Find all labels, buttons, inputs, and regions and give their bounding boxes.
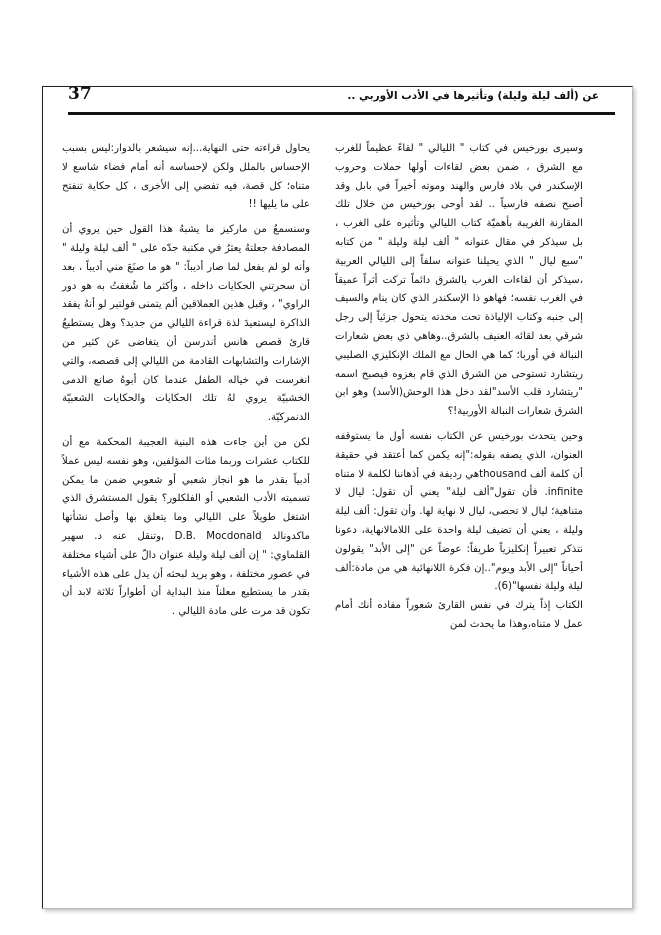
header-rule — [68, 112, 615, 115]
paragraph: الكتاب إذاً يترك في نفس القارئ شعوراً مفاده أنك أمام عمل لا متناه،وهذا ما يحدث لمن — [335, 600, 583, 630]
paragraph: وحين يتحدث بورخيس عن الكتاب نفسه أول ما يستوقفه العنوان، الذي يصفه بقوله:"إنه يكمن كما أعتقد في حقيقة أن كلمة ألف thousandهي رديفة في أذهاننا لكلمة لا متناه infinite. فأن تقول"ألف ليلة" يعني أن تقول: ليال لا متناهية؛ ليال لا تحصى، ليال لا نهاية لها. وأن تقول: ألف ليلة وليلة ، يعني أن تضيف ليلة واحدة على اللامالانهاية، دعونا نتذكر تعبيراً إنكليزياً طريفاً: عوضاً عن "إلى الأبد" يقولون أحياناً "إلى الأبد ويوم"..إن فكرة اللانهائية هي من مادة:ألف ليلة وليلة نفسها"(6). — [335, 430, 583, 593]
paragraph: وسيرى بورخيس في كتاب " الليالي " لقاءً عظيماً للغرب مع الشرق ، ضمن بعض لقاءات أولها حملات وحروب الإسكندر في بلاد فارس والهند وموته أخيراً في بابل وقد أصبح نصفه فارسياً .. لقد أوحى بورخيس من خلال تلك المقارنة الغريبة بأهميّة كتاب الليالي وتأثيره على الغرب ، بل سيذكر في مقال عنوانه " ألف ليلة وليلة " من كتابه "سبع ليال " الذي يحيلنا عنوانه سلفاً إلى الليالي العربية ،سيذكر أن لقاءات الغرب بالشرق دائماً تركت أثراً عميقاً في الغرب نفسه؛ فهاهو ذا الإسكندر الذي كان ينام والسيف إلى جنبه وكتاب الإلياذة تحت مخدته يتحول جزئياً إلى رجل شرقي بعد لقائه العنيف بالشرق..وهاهي ذي بعض شعارات النبالة في أوربا؛ كما هي الحال مع الملك الإنكليزي الصليبي ريتشارد تستوحى من الشرق الذي قام بغزوه فيصبح اسمه "ريتشارد قلب الأسد"لقد دخل هذا الوحش(الأسد) وهو ابن الشرق شعارات النبالة الأوربية!؟ — [335, 143, 583, 418]
paragraph: وسنسمعُ من ماركيز ما يشبهُ هذا القول حين يروي أن المصادفة جعلتهُ يعثرُ في مكتبة جدّه على " ألف ليلة وليلة " وأنه لو لم يفعل لما صار أديباً: " هو ما صنَعَ مني أديباً ، بعد أن سحرتني الحكايات داخله ، وأكثر ما شُغفتُ به هو دور الراوي" ، وقبل هذين العملاقين ألم يتمنى فولتير لو أنهُ يفقد الذاكرة ليستعيدَ لذة قراءة الليالي من جديد؟ وهل يستطيعُ قارئ قصص هانس أندرسن أن يتغاضى عن كثير من الإشارات والتشابهات القادمة من الليالي إلى قصصه، والتي انغرست في خياله الطفل عندما كان أبوهُ صانع الدمى الخشبيّة يروي لهُ تلك الحكايات والحكايات الشعبيّة الدنمركيّة. — [62, 224, 310, 424]
running-title: عن (ألف ليلة وليلة) وتأثيرها في الأدب الأوربي .. — [347, 90, 599, 102]
page-number: 37 — [68, 84, 92, 104]
paragraph: يحاول قراءته حتى النهاية...إنه سيشعر بالدوار:ليس بسبب الإحساس بالملل ولكن لإحساسه أنه أمام فضاء شاسع لا متناه؛ كل قصة، فيه تفضي إلى الأخرى ، كل حكاية تنفتح على ما يليها !! — [62, 143, 310, 211]
left-column — [62, 140, 310, 622]
paragraph: لكن من أين جاءت هذه البنية العجيبة المحكمة مع أن للكتاب عشرات وربما مئات المؤلفين، وهو نفسه ليس عملاً أدبياً بقدر ما هو انجاز شعبي أو شعوبي ضمن ما يمكن تسميته الأدب الشعبي أو الفلكلور؟ يقول المستشرق الذي اشتغل طويلاً على الليالي وما يتعلق بها وأصل نشأتها ماكدونالد D.B. Mocdonald ,وتنقل عنه د. سهير القلماوي: " إن ألف ليلة وليلة عنوان دالّ على أشياء مختلفة في عصور مختلفة ، وهو يريد لبحثه أن يدل على هذه الأشياء بقدر ما يستطيع معلناً منذ البداية أن أطواراً ثلاثة لابد أن تكون قد مرت على مادة الليالي . — [62, 436, 310, 618]
right-column — [335, 140, 583, 635]
